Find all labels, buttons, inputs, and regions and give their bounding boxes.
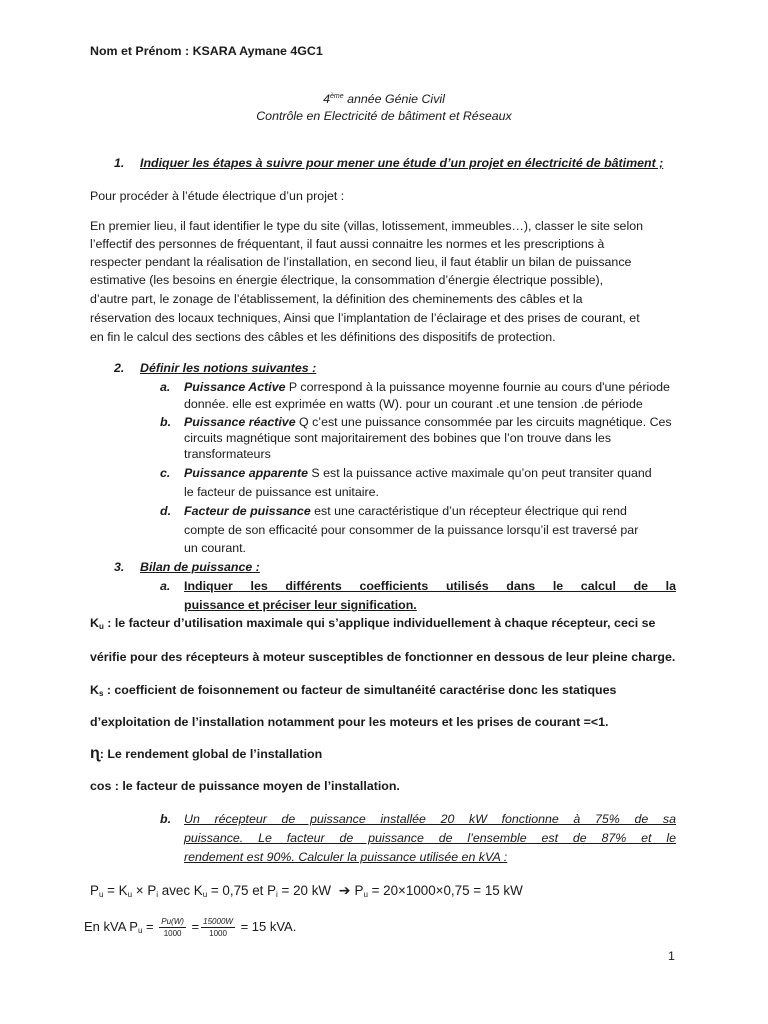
arrow-right-icon: ➔: [338, 882, 351, 898]
q3a-letter: a.: [160, 579, 171, 593]
q2-item-d-cont: compte de son efficacité pour consommer de la puissance lorsqu’il est traversé par: [184, 523, 639, 537]
q2-item-d: d. Facteur de puissance est une caractéristique d’un récepteur électrique qui rend: [160, 504, 627, 518]
q1-paragraph-line: d’autre part, le zonage de l’établissement, la définition des cheminements des câbles et la: [90, 292, 583, 306]
ku-definition: $K_u$ : le facteur d’utilisation maximale qui s’applique individuellement à chaque récepteur, ceci se: [90, 616, 656, 631]
q2-item-b-cont: circuits magnétique sont majoritairement des bobines que l’on trouve dans les: [184, 431, 612, 445]
q1-paragraph-line: en fin le calcul des sections des câbles et les définitions des dispositifs de protection.: [90, 330, 556, 344]
q3a-line: Indiquer les différents coefficients utilisés dans le calcul de la: [184, 579, 676, 593]
q3b-line: rendement est 90%. Calculer la puissance utilisée en kVA :: [184, 850, 508, 864]
q1-paragraph-line: réservation des locaux techniques, Ainsi que l’implantation de l’éclairage et des prises de courant, et: [90, 311, 640, 325]
ks-definition: $K_s$ : coefficient de foisonnement ou facteur de simultanéité caractérise donc les statiques: [90, 683, 617, 698]
student-name: Nom et Prénom : KSARA Aymane 4GC1: [90, 44, 323, 58]
q3b-line: Un récepteur de puissance installée 20 kW fonctionne à 75% de sa: [184, 812, 676, 826]
q1-paragraph-line: En premier lieu, il faut identifier le type du site (villas, lotissement, immeubles…), classer le site selon: [90, 219, 643, 233]
q2-heading: 2. Définir les notions suivantes :: [114, 361, 317, 375]
q2-item-a-cont: donnée. elle est exprimée en watts (W). pour un courant .et une tension .de période: [184, 397, 643, 411]
q2-item-c: c. Puissance apparente S est la puissance active maximale qu’on peut transiter quand: [160, 466, 652, 480]
q1-heading: 1. Indiquer les étapes à suivre pour mener une étude d’un projet en électricité de bâtiment ;: [114, 156, 664, 170]
fraction: $\frac{Pu(W)}{1000}$: [161, 917, 184, 938]
q1-intro: Pour procéder à l’étude électrique d’un projet :: [90, 189, 345, 203]
q2-item-b: b. Puissance réactive Q c’est une puissance consommée par les circuits magnétique. Ces: [160, 415, 672, 429]
ks-definition-cont: d’exploitation de l’installation notamment pour les moteurs et les prises de courant =<1.: [90, 715, 609, 729]
q3b-letter: b.: [160, 812, 172, 826]
formula-pu: $P_u = K_u \times P_i$ avec $K_u = 0,75$ et $P_i = 20$ kW ➔ $P_u = 20\times 1000\times 0,75 = 15$ kW: [90, 882, 523, 899]
q3b-line: puissance. Le facteur de puissance de l’ensemble est de 87% et le: [184, 831, 676, 845]
formula-kva: En kVA $P_u$ = $\frac{Pu(W)}{1000}$ = $\frac{15000W}{1000}$ = 15 kVA.: [84, 917, 297, 938]
q3-heading: 3. Bilan de puissance :: [114, 560, 260, 574]
fraction: $\frac{15000W}{1000}$: [203, 917, 233, 938]
ku-definition-cont: vérifie pour des récepteurs à moteur susceptibles de fonctionner en dessous de leur pleine charge.: [90, 650, 676, 664]
q3a-line: puissance et préciser leur signification.: [184, 598, 417, 612]
q1-paragraph-line: respecter pendant la réalisation de l’installation, en second lieu, il faut établir un bilan de puissance: [90, 255, 632, 269]
q1-paragraph-line: l’effectif des personnes de fréquentant, il faut aussi connaitre les normes et les prescriptions à: [90, 237, 605, 251]
q2-item-a: a. Puissance Active P correspond à la puissance moyenne fournie au cours d'une période: [160, 380, 670, 394]
q2-item-b-cont: transformateurs: [184, 447, 271, 461]
course-title: Contrôle en Electricité de bâtiment et Réseaux: [256, 109, 512, 123]
page-number: 1: [668, 949, 675, 963]
q2-item-c-cont: le facteur de puissance est unitaire.: [184, 485, 379, 499]
q1-paragraph-line: estimative (les besoins en énergie électrique, la consommation d’énergie électrique possible),: [90, 273, 604, 287]
q2-item-d-cont: un courant.: [184, 541, 246, 555]
year-title: 4ème année Génie Civil: [323, 92, 445, 106]
cos-definition: cos : le facteur de puissance moyen de l’installation.: [90, 779, 400, 793]
eta-definition: ɳ: Le rendement global de l’installation: [90, 745, 323, 762]
eta-symbol: ɳ: [90, 745, 100, 762]
